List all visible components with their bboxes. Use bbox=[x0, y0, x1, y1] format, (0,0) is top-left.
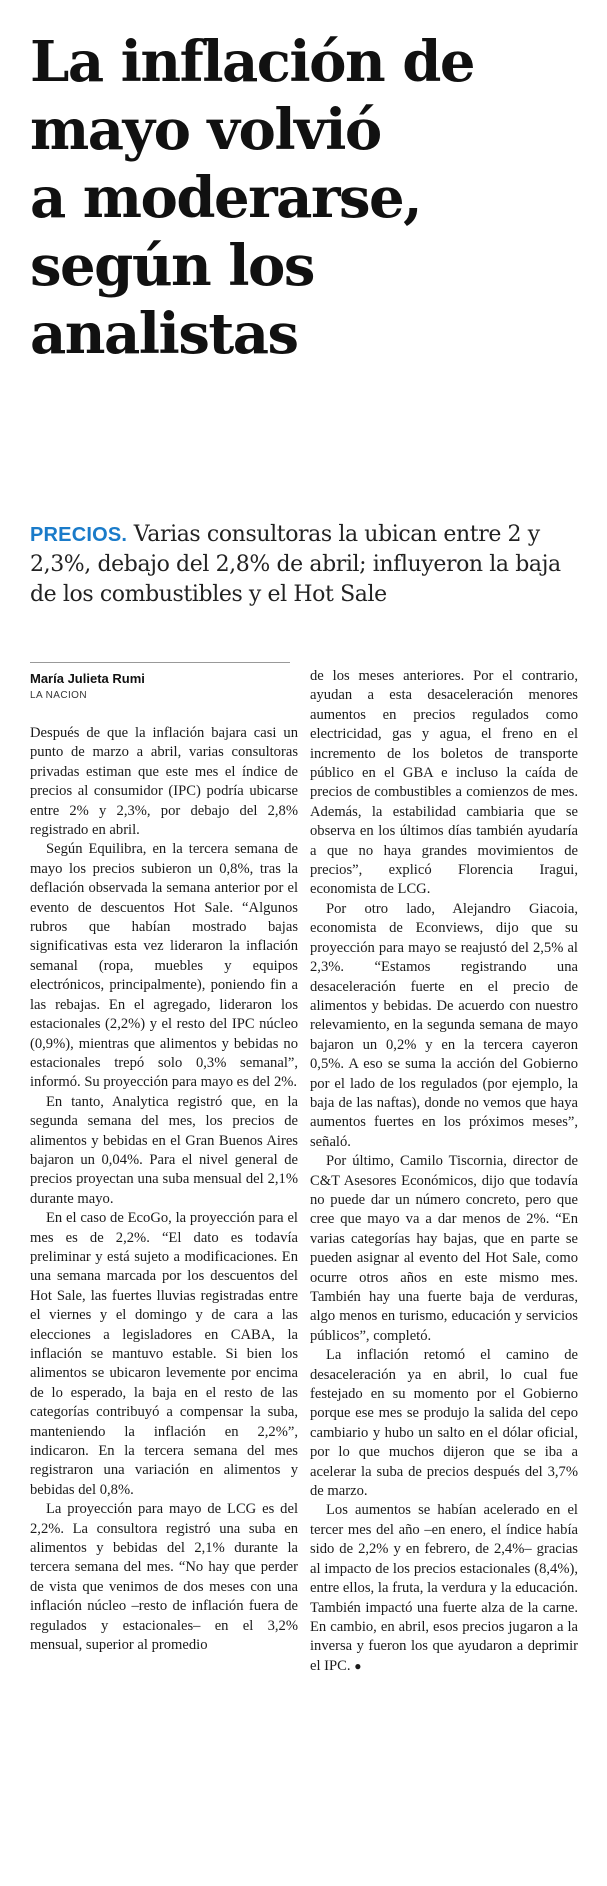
paragraph: Según Equilibra, en la tercera semana de mayo los precios subieron un 0,8%, tras la deflación observada la semana anterior por el evento de descuentos Hot Sale. “Algunos rubros que habían mostrado bajas significativas esta vez lideraron la inflación semanal (ropa, muebles y equipos electrónicos, principalmente), poniendo fin a las rebajas. En el agregado, lideraron los estacionales (2,2%) y el resto del IPC núcleo (0,9%), mientras que alimentos y bebidas no estacionales trepó solo 0,3% semanal”, informó. Su proyección para mayo es del 2%. bbox=[30, 841, 298, 1091]
paragraph-text: Los aumentos se habían acelerado en el tercer mes del año –en enero, el índice había sido de 2,2% y en febrero, de 2,4%– gracias al impacto de los precios estacionales (8,4%), entre ellos, la fruta, la verdura y la educación. También impactó una fuerte alza de la carne. En cambio, en abril, esos precios jugaron a la inversa y fueron los que ayudaron a deprimir el IPC. bbox=[310, 1502, 578, 1674]
paragraph bbox=[310, 1501, 578, 1676]
byline-divider bbox=[30, 662, 290, 663]
headline-line-1: La inflación de bbox=[30, 29, 475, 95]
paragraph: La proyección para mayo de LCG es del 2,2%. La consultora registró una suba en alimentos y bebidas del 2,1% durante la tercera semana del mes. “No hay que perder de vista que venimos de dos meses con una inflación núcleo –resto de inflación fuera de regulados y estacionales– en el 3,2% mensual, superior al promedio bbox=[30, 1501, 298, 1654]
article-column-1 bbox=[30, 724, 298, 1656]
paragraph: Por último, Camilo Tiscornia, director de C&T Asesores Económicos, dijo que todavía no puede dar un número concreto, pero que cree que mayo va a dar menos de 2%. “En varias categorías hay bajas, que en parte se pueden asignar al evento del Hot Sale, como ocurre otros años en este mismo mes. También hay una fuerte baja de verduras, algo menos en turismo, educación y servicios públicos”, completó. bbox=[310, 1153, 578, 1344]
article-column-2 bbox=[310, 667, 578, 1676]
headline-line-2: mayo volvió bbox=[30, 97, 381, 163]
subheadline bbox=[30, 520, 590, 610]
paragraph: En el caso de EcoGo, la proyección para el mes es de 2,2%. “El dato es todavía preliminar y está sujeto a modificaciones. En una semana marcada por los descuentos del Hot Sale, las fuertes lluvias registradas entre el viernes y el domingo y de cara a las elecciones a legisladores en CABA, la inflación se mantuvo estable. Si bien los alimentos se ubicaron levemente por encima de lo esperado, la baja en el resto de las categorías contribuyó a compensar la suba, manteniendo la inflación en 2,2%”, indicaron. En la tercera semana del mes registraron una variación en alimentos y bebidas del 0,8%. bbox=[30, 1210, 298, 1498]
paragraph: Por otro lado, Alejandro Giacoia, economista de Econviews, dijo que su proyección para mayo se reajustó del 2,5% al 2,3%. “Estamos registrando una desaceleración fuerte en el precio de alimentos y bebidas. De acuerdo con nuestro relevamiento, en la segunda semana de mayo bajaron un 0,2% y en la tercera cayeron 0,5%. A eso se suma la acción del Gobierno por el lado de los regulados (por ejemplo, la baja de las naftas), donde no vemos que haya aumentos fuertes en los próximos meses”, señaló. bbox=[310, 900, 578, 1150]
headline-line-4: según los bbox=[30, 233, 314, 299]
subheadline-text: Varias consultoras la ubican entre 2 y 2,3%, debajo del 2,8% de abril; influyeron la baja de los combustibles y el Hot Sale bbox=[30, 522, 561, 607]
end-of-article-icon: ● bbox=[354, 1658, 362, 1673]
paragraph: En tanto, Analytica registró que, en la segunda semana del mes, los precios de alimentos y bebidas en el Gran Buenos Aires bajaron un 0,04%. Para el nivel general de precios proyectan una suba mensual del 2,1% durante mayo. bbox=[30, 1093, 298, 1207]
headline bbox=[30, 28, 590, 368]
paragraph: La inflación retomó el camino de desaceleración ya en abril, lo cual fue festejado en su momento por el Gobierno porque ese mes se produjo la salida del cepo cambiario y hubo un salto en el dólar oficial, por lo que muchos dijeron que se iba a acelerar la suba de precios después del 3,7% de marzo. bbox=[310, 1347, 578, 1500]
headline-line-5: analistas bbox=[30, 301, 298, 367]
paragraph: Después de que la inflación bajara casi un punto de marzo a abril, varias consultoras privadas estiman que este mes el índice de precios al consumidor (IPC) podría ubicarse entre 2% y 2,3%, por debajo del 2,8% registrado en abril. bbox=[30, 725, 298, 839]
headline-line-3: a moderarse, bbox=[30, 165, 422, 231]
paragraph: de los meses anteriores. Por el contrario, ayudan a esta desaceleración menores aumentos en precios regulados como electricidad, gas y agua, el freno en el incremento de los boletos de transporte público en el GBA e incluso la caída de precios de combustibles a comienzos de mes. Además, la estabilidad cambiaria que se observa en los últimos días también ayudaría a que no haya grandes movimientos de precios”, explicó Florencia Iragui, economista de LCG. bbox=[310, 668, 578, 898]
byline-source: LA NACION bbox=[30, 690, 87, 701]
section-kicker: PRECIOS. bbox=[30, 524, 128, 546]
byline-author: María Julieta Rumi bbox=[30, 671, 145, 686]
